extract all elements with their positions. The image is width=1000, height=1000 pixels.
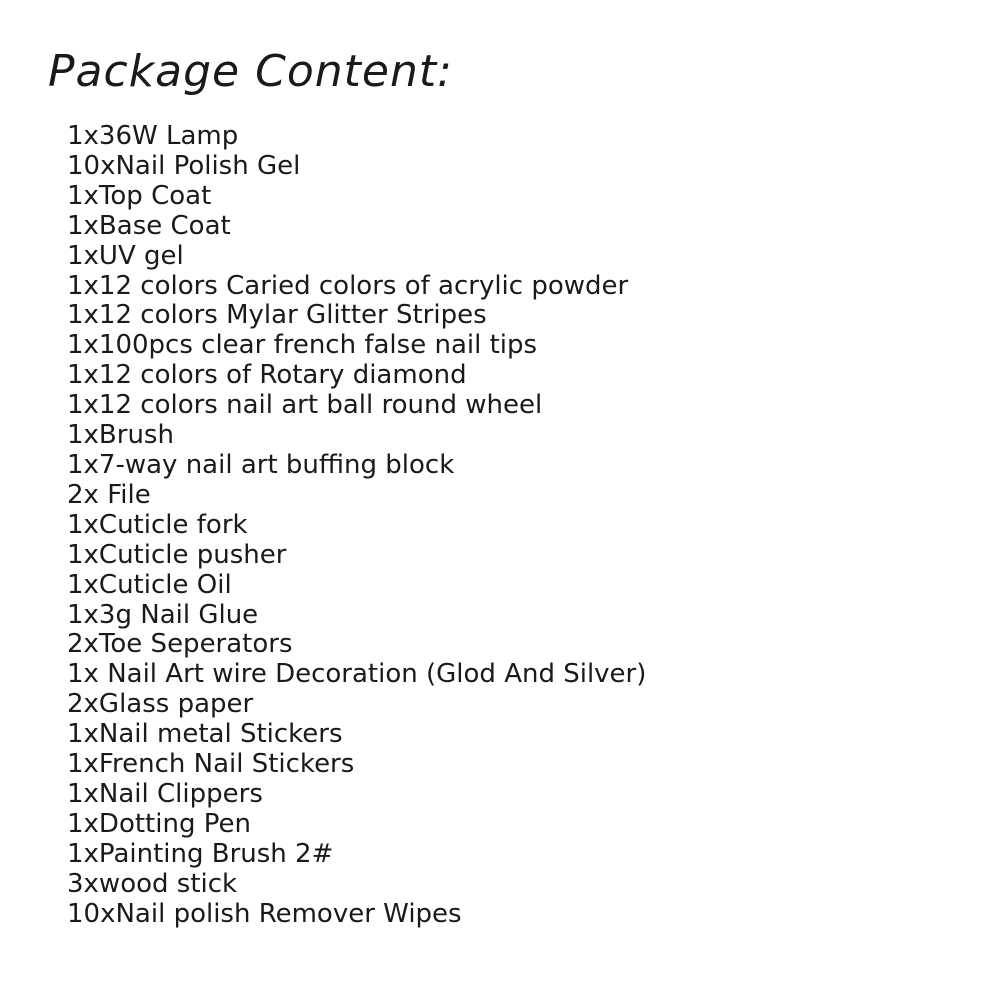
list-item: 1xNail Clippers (67, 778, 263, 809)
list-item: 1xCuticle pusher (67, 539, 287, 570)
list-item: 1x36W Lamp (67, 121, 239, 151)
list-item: 1x Nail Art wire Decoration (Glod And Silver) (67, 659, 647, 690)
package-item-list (67, 122, 646, 929)
list-item: 1xDotting Pen (67, 808, 251, 839)
list-item: 1x12 colors nail art ball round wheel (67, 390, 543, 421)
list-item: 1x12 colors of Rotary diamond (67, 360, 467, 391)
list-item: 2x File (67, 479, 151, 510)
list-item: 2xToe Seperators (67, 629, 293, 660)
list-item: 2xGlass paper (67, 689, 254, 720)
list-item: 1xCuticle fork (67, 509, 248, 540)
list-item: 1xCuticle Oil (67, 569, 232, 600)
list-item: 1xNail metal Stickers (67, 719, 343, 750)
page-title: Package Content: (48, 46, 453, 97)
list-item: 3xwood stick (67, 868, 238, 899)
list-item: 10xNail polish Remover Wipes (67, 898, 462, 929)
list-item: 1xUV gel (67, 240, 184, 271)
list-item: 1x3g Nail Glue (67, 599, 259, 630)
list-item: 1x7-way nail art buffing block (67, 449, 455, 480)
list-item: 1x12 colors Mylar Glitter Stripes (67, 300, 487, 331)
list-item: 10xNail Polish Gel (67, 150, 301, 181)
list-item: 1xBase Coat (67, 210, 231, 241)
list-item: 1xBrush (67, 420, 174, 451)
list-item: 1xPainting Brush 2# (67, 838, 334, 869)
list-item: 1xFrench Nail Stickers (67, 749, 355, 780)
list-item: 1x100pcs clear french false nail tips (67, 330, 538, 361)
list-item: 1x12 colors Caried colors of acrylic powder (67, 270, 629, 301)
list-item: 1xTop Coat (67, 180, 212, 211)
